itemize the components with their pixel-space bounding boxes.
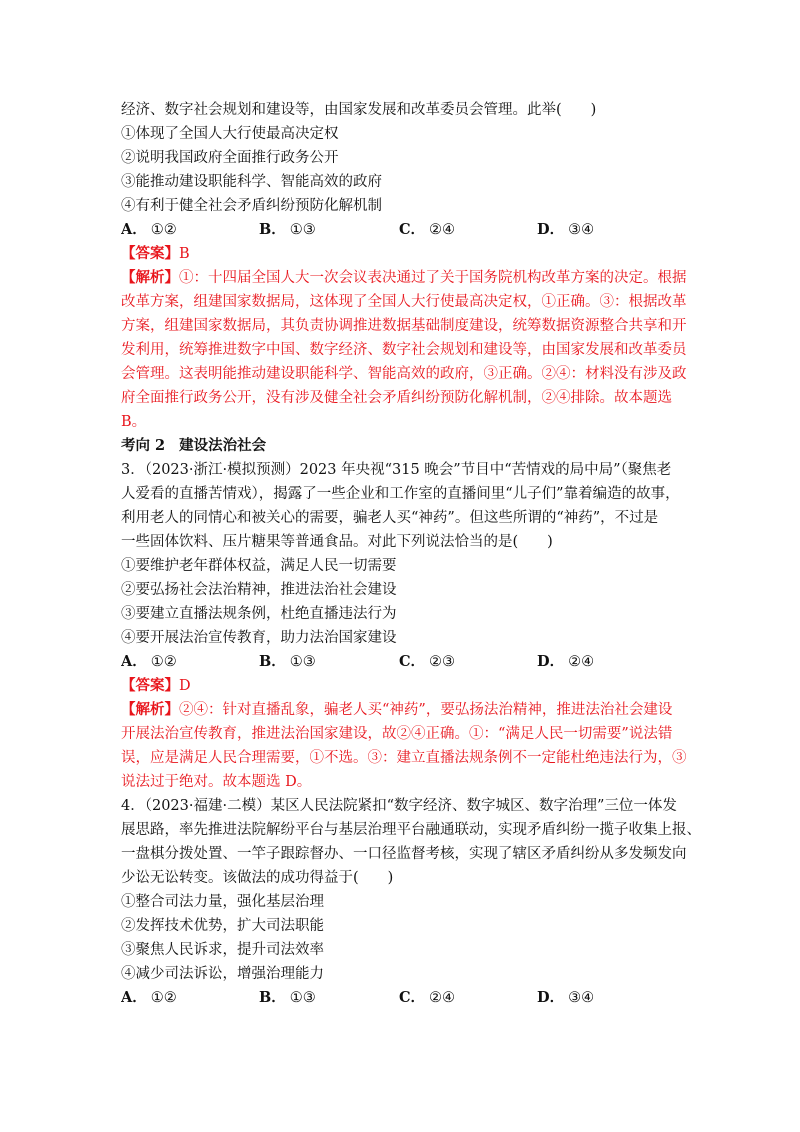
- choice-letter: A．: [121, 989, 147, 1006]
- section-heading: [121, 434, 721, 458]
- section-number: 考向 2: [121, 437, 166, 454]
- question-2-option-3: ③能推动建设职能科学、智能高效的政府: [121, 174, 382, 190]
- question-4-stem-line: 展思路，率先推进法院解纷平台与基层治理平台融通联动，实现矛盾纠纷一揽子收集上报、: [121, 822, 701, 838]
- choice-text: ①③: [289, 222, 316, 238]
- choice-letter: B．: [259, 653, 286, 670]
- question-4-choice-b: [259, 986, 316, 1010]
- choice-letter: C．: [399, 653, 426, 670]
- question-4-stem-line: 4．（2023·福建·二模）某区人民法院紧扣“数字经济、数字城区、数字治理”三位一体发: [121, 798, 677, 814]
- choice-letter: B．: [259, 989, 286, 1006]
- choice-letter: B．: [259, 221, 286, 238]
- question-4-option-4: ④减少司法诉讼，增强治理能力: [121, 966, 324, 982]
- choice-letter: D．: [537, 221, 565, 238]
- analysis-label: 【解析】: [121, 701, 179, 718]
- question-3-analysis-line: [121, 698, 721, 722]
- choice-text: ②④: [568, 654, 595, 670]
- question-2-option-1: ①体现了全国人大行使最高决定权: [121, 126, 339, 142]
- question-2-choices: [121, 218, 721, 242]
- answer-value: D: [179, 678, 191, 694]
- section-title: 建设法治社会: [179, 437, 267, 454]
- choice-letter: A．: [121, 653, 147, 670]
- question-3-stem-line: 人爱看的直播苦情戏），揭露了一些企业和工作室的直播间里“儿子们”靠着编造的故事，: [121, 486, 680, 502]
- choice-letter: D．: [537, 653, 565, 670]
- choice-letter: D．: [537, 989, 565, 1006]
- question-2-choice-b: [259, 218, 316, 242]
- choice-text: ②③: [429, 654, 456, 670]
- choice-text: ①②: [150, 222, 177, 238]
- question-2-analysis-line: 府全面推行政务公开，没有涉及健全社会矛盾纠纷预防化解机制，②④排除。故本题选: [121, 390, 672, 406]
- question-2-analysis-line: 方案，组建国家数据局，其负责协调推进数据基础制度建设，统筹数据资源整合共享和开: [121, 318, 687, 334]
- page-content: [121, 98, 721, 1010]
- question-3-option-2: ②要弘扬社会法治精神，推进法治社会建设: [121, 582, 397, 598]
- choice-text: ②④: [429, 990, 456, 1006]
- question-4-stem-line: 少讼无讼转变。该做法的成功得益于( ): [121, 870, 394, 886]
- question-4-choice-d: [537, 986, 594, 1010]
- question-3-option-3: ③要建立直播法规条例，杜绝直播违法行为: [121, 606, 397, 622]
- question-2-option-2: ②说明我国政府全面推行政务公开: [121, 150, 339, 166]
- question-2-answer: [121, 242, 721, 266]
- question-2-option-4: ④有利于健全社会矛盾纠纷预防化解机制: [121, 198, 382, 214]
- question-4-option-2: ②发挥技术优势，扩大司法职能: [121, 918, 324, 934]
- choice-text: ①③: [289, 654, 316, 670]
- question-3-choice-d: [537, 650, 594, 674]
- question-2-analysis-line: 会管理。这表明能推动建设职能科学、智能高效的政府，③正确。②④：材料没有涉及政: [121, 366, 687, 382]
- question-2-choice-a: [121, 218, 177, 242]
- question-3-choice-b: [259, 650, 316, 674]
- choice-letter: C．: [399, 221, 426, 238]
- question-3-option-1: ①要维护老年群体权益，满足人民一切需要: [121, 558, 397, 574]
- question-4-stem-line: 一盘棋分拨处置、一竿子跟踪督办、一口径监督考核，实现了辖区矛盾纠纷从多发频发向: [121, 846, 687, 862]
- question-3-option-4: ④要开展法治宣传教育，助力法治国家建设: [121, 630, 397, 646]
- question-2-choice-c: [399, 218, 455, 242]
- question-4-choice-a: [121, 986, 177, 1010]
- choice-text: ③④: [568, 990, 595, 1006]
- question-4-choice-c: [399, 986, 455, 1010]
- question-3-stem-line: 一些固体饮料、压片糖果等普通食品。对此下列说法恰当的是( ): [121, 534, 553, 550]
- choice-letter: A．: [121, 221, 147, 238]
- choice-letter: C．: [399, 989, 426, 1006]
- question-3-analysis-line: 开展法治宣传教育，推进法治国家建设，故②④正确。①：“满足人民一切需要”说法错: [121, 726, 673, 742]
- choice-text: ①②: [150, 990, 177, 1006]
- question-3-stem-line: 3．（2023·浙江·模拟预测）2023 年央视“315 晚会”节目中“苦情戏的局中局”（聚焦老: [121, 462, 672, 478]
- question-3-choices: [121, 650, 721, 674]
- question-3-analysis-line: 误，应是满足人民合理需要，①不选。③：建立直播法规条例不一定能杜绝违法行为，③: [121, 750, 687, 766]
- question-3-stem-line: 利用老人的同情心和被关心的需要，骗老人买“神药”。但这些所谓的“神药”，不过是: [121, 510, 659, 526]
- answer-value: B: [179, 246, 190, 262]
- choice-text: ②④: [429, 222, 456, 238]
- question-2-analysis-line: 改革方案，组建国家数据局，这体现了全国人大行使最高决定权，①正确。③：根据改革: [121, 294, 687, 310]
- question-3-choice-a: [121, 650, 177, 674]
- question-3-analysis-line: 说法过于绝对。故本题选 D。: [121, 774, 312, 790]
- choice-text: ①③: [289, 990, 316, 1006]
- question-2-choice-d: [537, 218, 594, 242]
- choice-text: ①②: [150, 654, 177, 670]
- analysis-text: ①：十四届全国人大一次会议表决通过了关于国务院机构改革方案的决定。根据: [179, 270, 687, 286]
- analysis-text: ②④：针对直播乱象，骗老人买“神药”，要弘扬法治精神，推进法治社会建设: [179, 702, 673, 718]
- answer-label: 【答案】: [121, 245, 179, 262]
- question-2-analysis-line: 发利用，统筹推进数字中国、数字经济、数字社会规划和建设等，由国家发展和改革委员: [121, 342, 687, 358]
- question-4-choices: [121, 986, 721, 1010]
- analysis-label: 【解析】: [121, 269, 179, 286]
- answer-label: 【答案】: [121, 677, 179, 694]
- question-2-stem-line: 经济、数字社会规划和建设等，由国家发展和改革委员会管理。此举( ): [121, 102, 597, 118]
- choice-text: ③④: [568, 222, 595, 238]
- question-2-analysis-line: B。: [121, 414, 147, 430]
- question-3-choice-c: [399, 650, 455, 674]
- question-2-analysis-line: [121, 266, 721, 290]
- question-4-option-1: ①整合司法力量，强化基层治理: [121, 894, 324, 910]
- question-4-option-3: ③聚焦人民诉求，提升司法效率: [121, 942, 324, 958]
- question-3-answer: [121, 674, 721, 698]
